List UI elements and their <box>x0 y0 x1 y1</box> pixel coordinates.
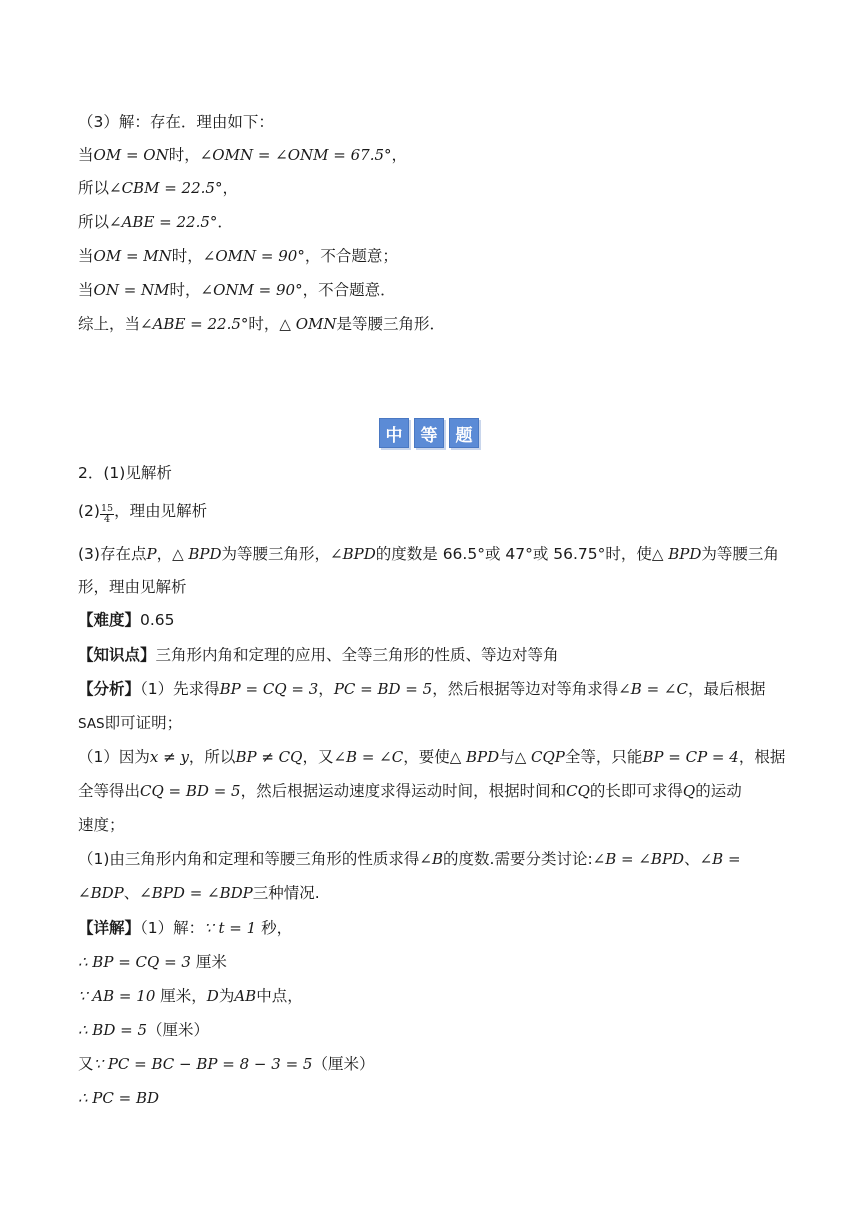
text: ，然后根据运动速度求得运动时间，根据时间和 <box>240 782 567 800</box>
text: 即可证明； <box>104 714 183 732</box>
text: 的长即可求得 <box>589 782 683 800</box>
text: 为 <box>218 987 235 1005</box>
text: （1）先求得 <box>140 680 220 698</box>
detail-line <box>78 1052 807 1076</box>
answer-line <box>78 461 807 485</box>
math-expr: △ BPD <box>651 545 702 563</box>
math-expr: △ CQP <box>514 748 565 766</box>
math-expr: ∵ t = 1 <box>204 919 257 937</box>
text: 、 <box>684 850 700 868</box>
analysis-line <box>78 745 807 769</box>
text: 的度数.需要分类讨论: <box>443 850 593 868</box>
math-expr: CQ = BD = 5 <box>140 782 241 800</box>
text: 全等得出 <box>78 782 141 800</box>
text: 形，理由见解析 <box>78 578 187 596</box>
text: （1）因为 <box>78 748 150 766</box>
text: ，最后根据 <box>687 680 766 698</box>
section-banner <box>379 418 479 448</box>
math-expr: ∴ BD = 5 <box>78 1021 148 1039</box>
text: 时， <box>248 315 280 333</box>
text: ，不合题意． <box>302 281 396 299</box>
text: （3）解：存在．理由如下： <box>78 113 274 131</box>
detail-line <box>78 1086 807 1110</box>
text: ，根据 <box>738 748 786 766</box>
analysis-line <box>78 881 807 905</box>
math-expr: △ OMN <box>279 315 337 333</box>
text: ，又 <box>302 748 334 766</box>
text: 厘米 <box>190 953 227 971</box>
knowledge-label: 【知识点】 <box>78 646 156 664</box>
detail-label: 【详解】 <box>78 919 141 937</box>
text: 当 <box>78 247 94 265</box>
text: 与 <box>499 748 515 766</box>
text: 时， <box>168 146 200 164</box>
text: 、 <box>123 884 140 902</box>
math-expr: ∵ PC = BC − BP = 8 − 3 = 5 <box>93 1055 313 1073</box>
difficulty-line <box>78 608 807 632</box>
analysis-label: 【分析】 <box>78 680 141 698</box>
text: 全等，只能 <box>564 748 643 766</box>
math-expr: ON = NM <box>93 281 170 299</box>
text: 的度数是 66.5°或 47°或 56.75°时，使 <box>375 545 652 563</box>
text: 时， <box>169 281 201 299</box>
math-expr: ∠CBM = 22.5° <box>109 179 223 197</box>
analysis-line <box>78 813 807 837</box>
solution-line <box>78 244 807 268</box>
text: 2．(1)见解析 <box>78 464 172 482</box>
math-expr: ∠BPD = ∠BDP <box>139 884 253 902</box>
knowledge-value: 三角形内角和定理的应用、全等三角形的性质、等边对等角 <box>155 646 559 664</box>
text: ， <box>391 146 408 164</box>
text: （1）解： <box>140 919 205 937</box>
solution-line <box>78 176 807 200</box>
detail-line <box>78 984 807 1008</box>
math-expr: ∴ PC = BD <box>78 1089 160 1107</box>
knowledge-line <box>78 643 807 667</box>
text: （厘米） <box>312 1055 375 1073</box>
text: 综上，当 <box>78 315 141 333</box>
solution-line <box>78 278 807 302</box>
text: 时， <box>171 247 203 265</box>
solution-line <box>78 143 807 167</box>
text: 秒， <box>256 919 293 937</box>
text: ， <box>318 680 334 698</box>
math-expr: CQ <box>566 782 590 800</box>
text: （1)由三角形内角和定理和等腰三角形的性质求得 <box>78 850 420 868</box>
math-expr: △ BPD <box>449 748 500 766</box>
math-expr: OM = MN <box>93 247 172 265</box>
math-expr: x ≠ y <box>149 748 189 766</box>
banner-tile: 题 <box>449 418 479 448</box>
text: ，不合题意； <box>304 247 398 265</box>
text: 当 <box>78 281 94 299</box>
analysis-line <box>78 677 807 701</box>
text: 又 <box>78 1055 94 1073</box>
math-expr: △ BPD <box>172 545 222 563</box>
text: SAS <box>78 716 105 732</box>
math-expr: ∠B = ∠C <box>333 748 404 766</box>
answer-line <box>78 542 807 566</box>
text: （厘米） <box>147 1021 210 1039</box>
math-expr: ∵ AB = 10 <box>78 987 156 1005</box>
text: (2) <box>78 502 100 520</box>
text: ，所以 <box>188 748 236 766</box>
text: 为等腰三角 <box>701 545 779 563</box>
text: 所以 <box>78 213 110 231</box>
math-expr: BP ≠ CQ <box>235 748 303 766</box>
math-expr: ∠ABE = 22.5° <box>140 315 249 333</box>
detail-line <box>78 950 807 974</box>
math-expr: AB <box>234 987 257 1005</box>
text: ， <box>222 179 238 197</box>
math-expr: PC = BD = 5 <box>333 680 433 698</box>
math-expr: P <box>146 545 157 563</box>
detail-line <box>78 916 807 940</box>
text: ，然后根据等边对等角求得 <box>432 680 619 698</box>
fraction <box>100 504 114 525</box>
text: 三种情况. <box>252 884 320 902</box>
math-expr: ∠ONM = 90° <box>200 281 303 299</box>
text: 厘米， <box>155 987 207 1005</box>
math-expr: Q <box>682 782 696 800</box>
math-expr: ∠B = <box>699 850 741 868</box>
text: 的运动 <box>695 782 742 800</box>
math-expr: BP = CQ = 3 <box>219 680 319 698</box>
banner-tile: 中 <box>379 418 409 448</box>
text: ，理由见解析 <box>114 502 208 520</box>
analysis-line <box>78 711 807 736</box>
math-expr: ∴ BP = CQ = 3 <box>78 953 191 971</box>
math-expr: ∠B <box>419 850 444 868</box>
detail-line <box>78 1018 807 1042</box>
math-expr: ∠B = ∠BPD <box>592 850 685 868</box>
math-expr: OM = ON <box>93 146 169 164</box>
text: 为等腰三角形， <box>221 545 331 563</box>
text: 是等腰三角形． <box>336 315 446 333</box>
answer-line <box>78 499 807 525</box>
math-expr: ∠OMN = ∠ONM = 67.5° <box>199 146 392 164</box>
math-expr: BP = CP = 4 <box>642 748 739 766</box>
text: 中点， <box>256 987 303 1005</box>
solution-line <box>78 210 807 234</box>
text: ，要使 <box>403 748 450 766</box>
fraction-denominator: 4 <box>103 514 111 525</box>
text: ． <box>217 213 233 231</box>
text: 所以 <box>78 179 110 197</box>
math-expr: ∠ABE = 22.5° <box>109 213 218 231</box>
text: 速度； <box>78 816 125 834</box>
math-expr: D <box>206 987 219 1005</box>
analysis-line <box>78 847 807 871</box>
difficulty-label: 【难度】 <box>78 611 141 629</box>
text: ， <box>156 545 173 563</box>
text: 当 <box>78 146 94 164</box>
analysis-line <box>78 779 807 803</box>
answer-line <box>78 575 807 599</box>
math-expr: ∠B = ∠C <box>618 680 688 698</box>
math-expr: ∠BDP <box>78 884 124 902</box>
solution-line <box>78 110 807 134</box>
fraction-numerator: 15 <box>100 503 114 514</box>
solution-line <box>78 312 807 336</box>
math-expr: ∠OMN = 90° <box>202 247 305 265</box>
difficulty-value: 0.65 <box>140 611 175 629</box>
banner-tile: 等 <box>414 418 444 448</box>
math-expr: ∠BPD <box>330 545 376 563</box>
text: (3)存在点 <box>78 545 147 563</box>
